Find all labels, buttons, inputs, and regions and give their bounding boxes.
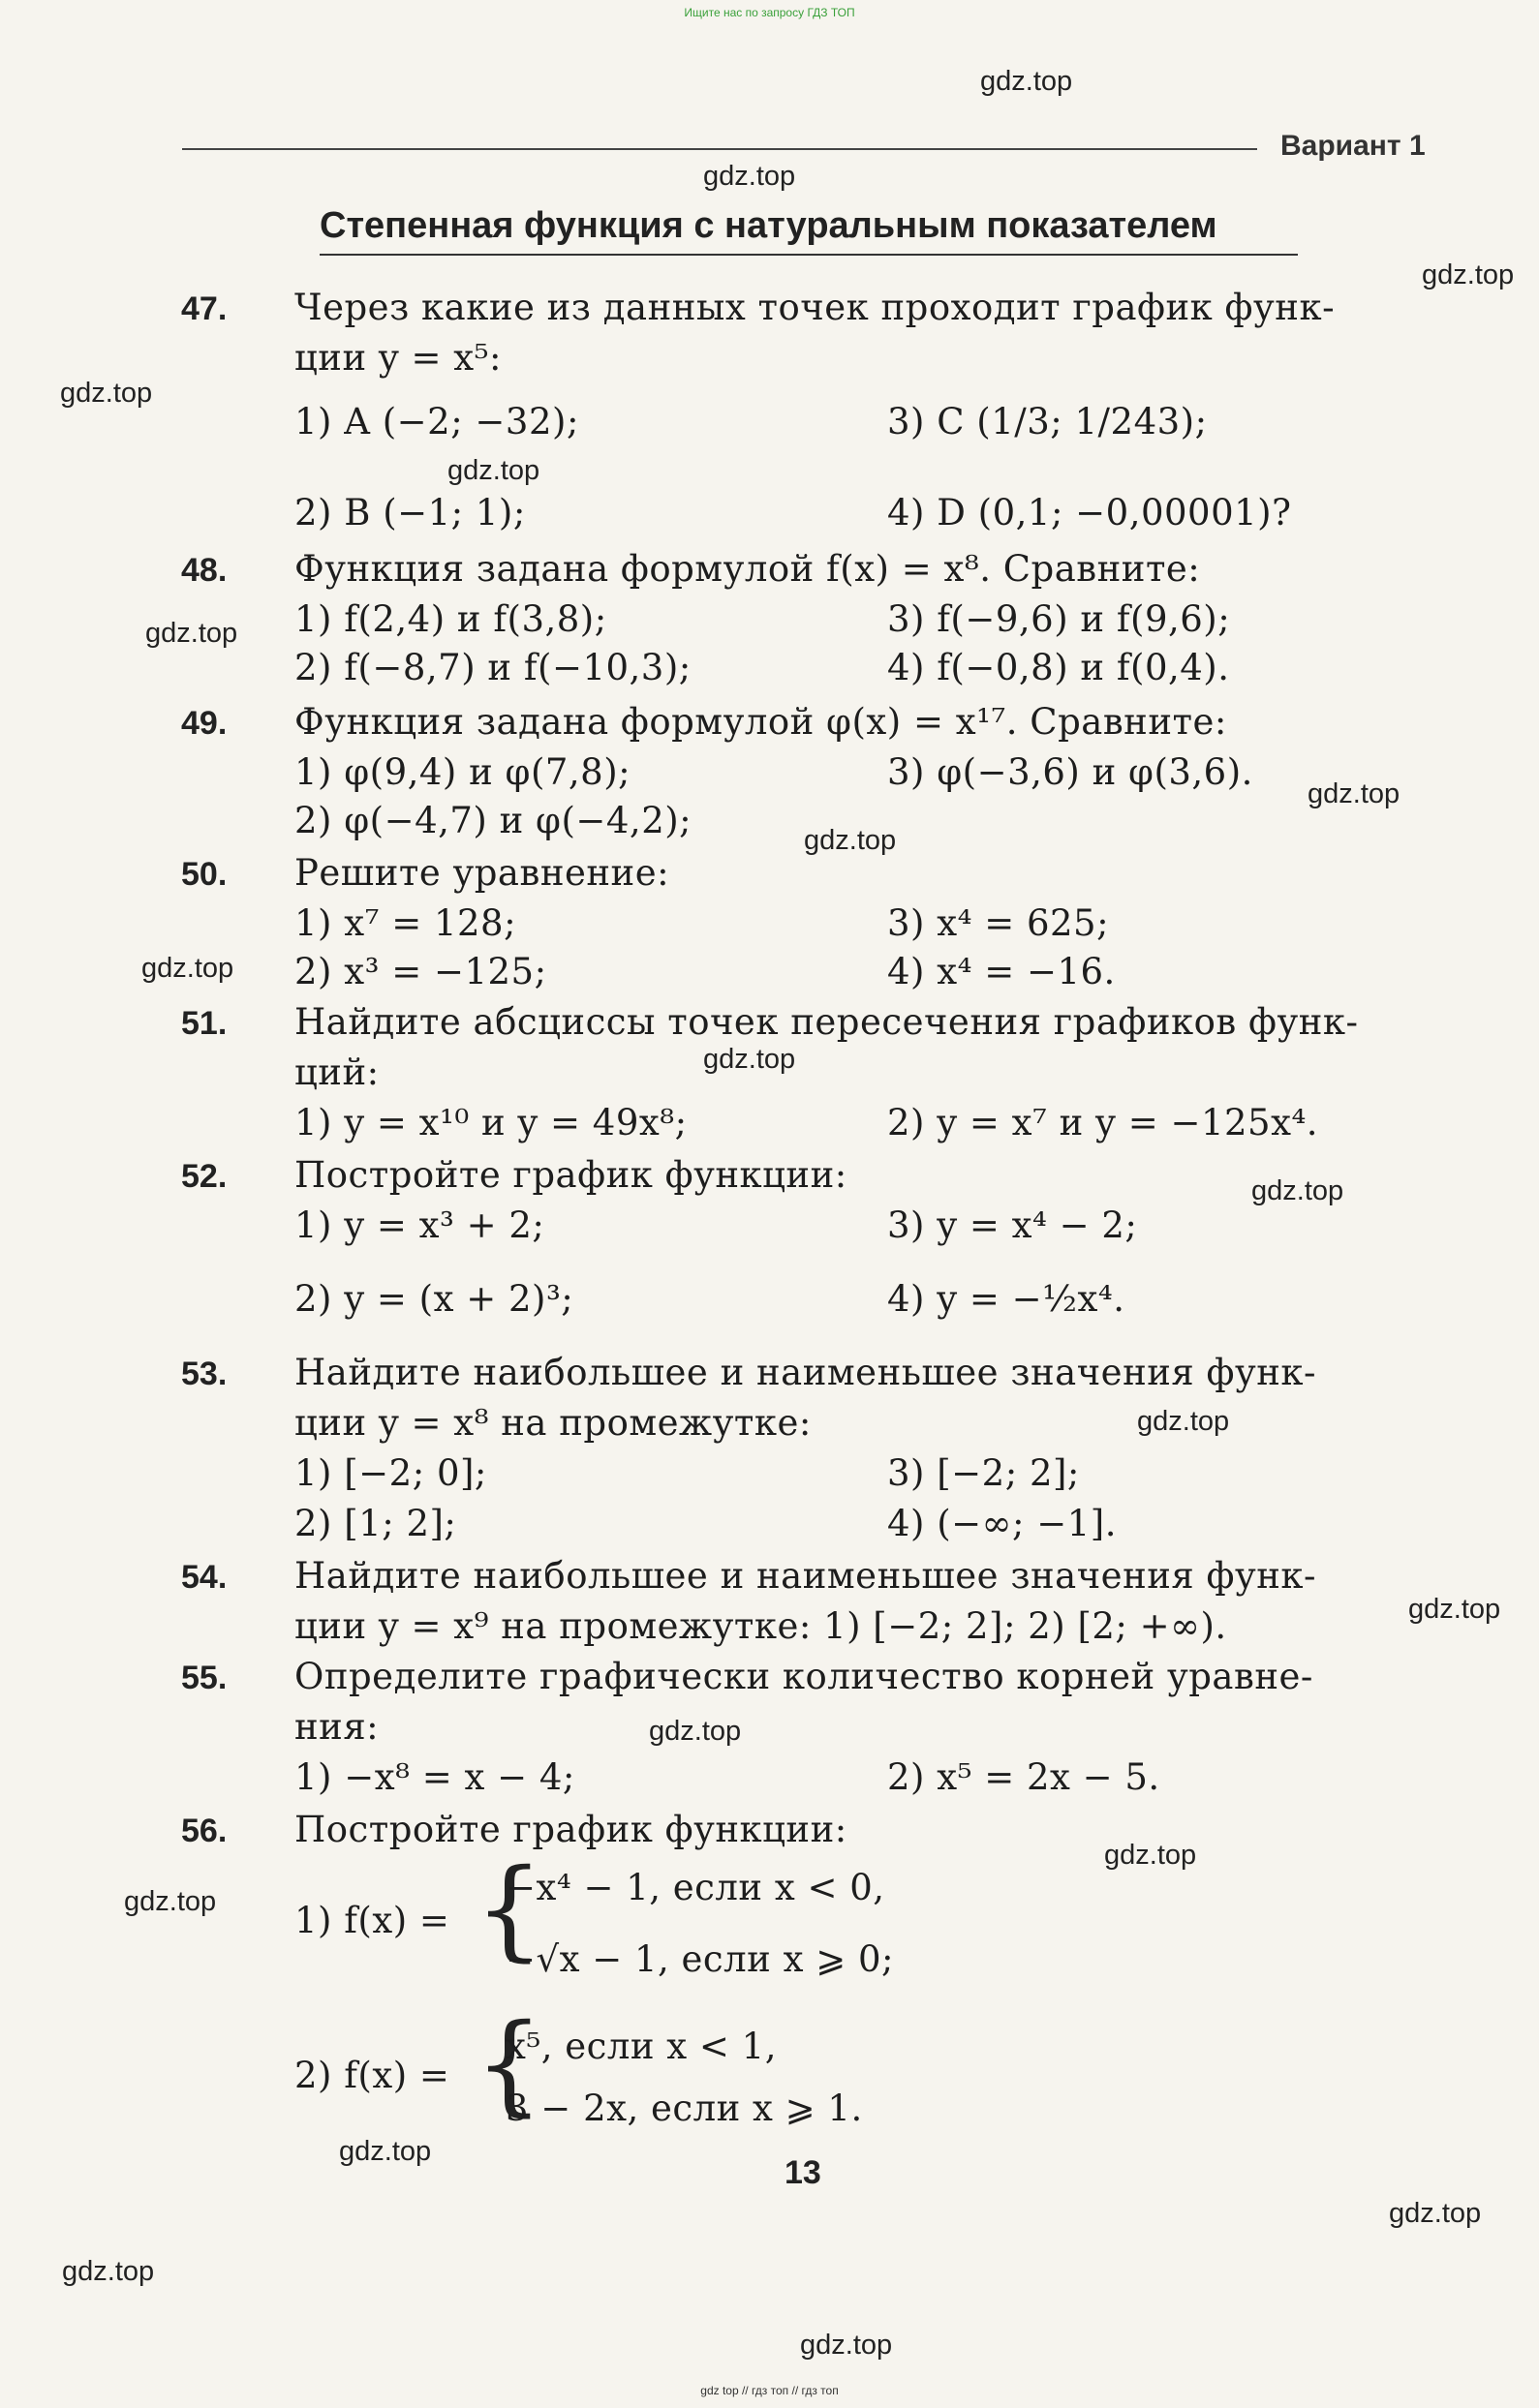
brace-2: { [475,2001,544,2127]
problem-52-option3: 3) y = x⁴ − 2; [887,1204,1138,1246]
problem-51-option1: 1) y = x¹⁰ и y = 49x⁸; [294,1102,688,1143]
watermark: gdz.top [804,825,897,856]
problem-55-number: 55. [181,1660,228,1696]
watermark: gdz.top [141,953,234,984]
problem-49-number: 49. [181,705,228,742]
problem-50-option2: 2) x³ = −125; [294,951,547,992]
problem-53-line1: Найдите наибольшее и наименьшее значения функ- [294,1352,1317,1393]
problem-47-line2: ции y = x⁵: [294,337,502,379]
problem-55-line2: ния: [294,1706,380,1748]
problem-56-f2-case2: 3 − 2x, если x ⩾ 1. [506,2088,863,2129]
problem-55-option1: 1) −x⁸ = x − 4; [294,1756,575,1798]
title-underline [320,254,1298,256]
problem-48-option2: 2) f(−8,7) и f(−10,3); [294,647,692,688]
problem-50-option4: 4) x⁴ = −16. [887,951,1116,992]
header-rule [182,148,1257,150]
problem-52-option2: 2) y = (x + 2)³; [294,1278,574,1320]
page-number: 13 [785,2154,821,2191]
problem-52-number: 52. [181,1158,228,1195]
variant-label: Вариант 1 [1280,130,1426,162]
problem-55-option2: 2) x⁵ = 2x − 5. [887,1756,1160,1798]
problem-53-option1: 1) [−2; 0]; [294,1452,487,1494]
watermark: gdz.top [447,455,540,486]
problem-48-option4: 4) f(−0,8) и f(0,4). [887,647,1230,688]
problem-52-option1: 1) y = x³ + 2; [294,1204,545,1246]
problem-50-option1: 1) x⁷ = 128; [294,902,517,944]
watermark: gdz.top [703,161,796,192]
problem-53-line2: ции y = x⁸ на промежутке: [294,1402,812,1444]
problem-56-f2-case1: x⁵, если x < 1, [506,2026,777,2067]
problem-51-option2: 2) y = x⁷ и y = −125x⁴. [887,1102,1319,1143]
problem-56-line1: Постройте график функции: [294,1809,847,1850]
watermark: gdz.top [1422,259,1515,290]
problem-47-option1: 1) A (−2; −32); [294,401,579,442]
top-watermark: Ищите нас по запросу ГДЗ ТОП [684,6,855,19]
problem-54-number: 54. [181,1559,228,1596]
problem-48-line1: Функция задана формулой f(x) = x⁸. Сравните: [294,548,1201,590]
watermark: gdz.top [980,66,1073,97]
watermark: gdz.top [649,1716,742,1747]
watermark: gdz.top [339,2136,432,2167]
watermark: gdz.top [1308,778,1400,809]
watermark: gdz.top [800,2330,893,2361]
watermark: gdz.top [703,1044,796,1075]
problem-53-option4: 4) (−∞; −1]. [887,1503,1117,1544]
watermark: gdz.top [124,1886,217,1917]
problem-47-option4: 4) D (0,1; −0,00001)? [887,492,1292,533]
problem-51-number: 51. [181,1005,228,1042]
problem-48-option1: 1) f(2,4) и f(3,8); [294,598,607,640]
problem-56-f1-label: 1) f(x) = [294,1900,450,1941]
watermark: gdz.top [1389,2198,1482,2229]
problem-51-line2: ций: [294,1052,380,1093]
problem-49-line1: Функция задана формулой φ(x) = x¹⁷. Сравните: [294,701,1227,743]
brace-1: { [475,1846,544,1972]
watermark: gdz.top [1137,1406,1230,1437]
problem-56-f2-label: 2) f(x) = [294,2055,450,2096]
problem-53-option3: 3) [−2; 2]; [887,1452,1080,1494]
problem-48-number: 48. [181,552,228,589]
watermark: gdz.top [145,618,238,649]
watermark: gdz.top [60,378,153,409]
problem-56-number: 56. [181,1813,228,1849]
problem-56-f1-case1: −x⁴ − 1, если x < 0, [506,1867,885,1908]
problem-47-option3: 3) C (1/3; 1/243); [887,401,1208,442]
problem-56-f1-case2: −√x − 1, если x ⩾ 0; [506,1938,894,1980]
watermark: gdz.top [1251,1175,1344,1206]
problem-49-option3: 3) φ(−3,6) и φ(3,6). [887,751,1253,793]
problem-55-line1: Определите графически количество корней уравне- [294,1656,1313,1697]
bottom-watermark: gdz top // гдз топ // гдз топ [700,2384,839,2397]
problem-50-number: 50. [181,856,228,893]
problem-48-option3: 3) f(−9,6) и f(9,6); [887,598,1231,640]
problem-54-line1: Найдите наибольшее и наименьшее значения функ- [294,1555,1317,1597]
problem-47-line1: Через какие из данных точек проходит график функ- [294,287,1336,328]
problem-53-number: 53. [181,1356,228,1392]
problem-52-option4: 4) y = −½x⁴. [887,1278,1125,1320]
problem-51-line1: Найдите абсциссы точек пересечения графиков функ- [294,1001,1359,1043]
problem-49-option2: 2) φ(−4,7) и φ(−4,2); [294,800,693,841]
problem-50-line1: Решите уравнение: [294,852,670,894]
watermark: gdz.top [1104,1840,1197,1871]
problem-52-line1: Постройте график функции: [294,1154,847,1196]
page-title: Степенная функция с натуральным показателем [320,205,1217,246]
problem-53-option2: 2) [1; 2]; [294,1503,457,1544]
problem-47-option2: 2) B (−1; 1); [294,492,526,533]
problem-49-option1: 1) φ(9,4) и φ(7,8); [294,751,631,793]
problem-54-line2: ции y = x⁹ на промежутке: 1) [−2; 2]; 2) [2; +∞). [294,1605,1227,1647]
problem-47-number: 47. [181,290,228,327]
problem-50-option3: 3) x⁴ = 625; [887,902,1110,944]
watermark: gdz.top [62,2256,155,2287]
watermark: gdz.top [1408,1594,1501,1625]
